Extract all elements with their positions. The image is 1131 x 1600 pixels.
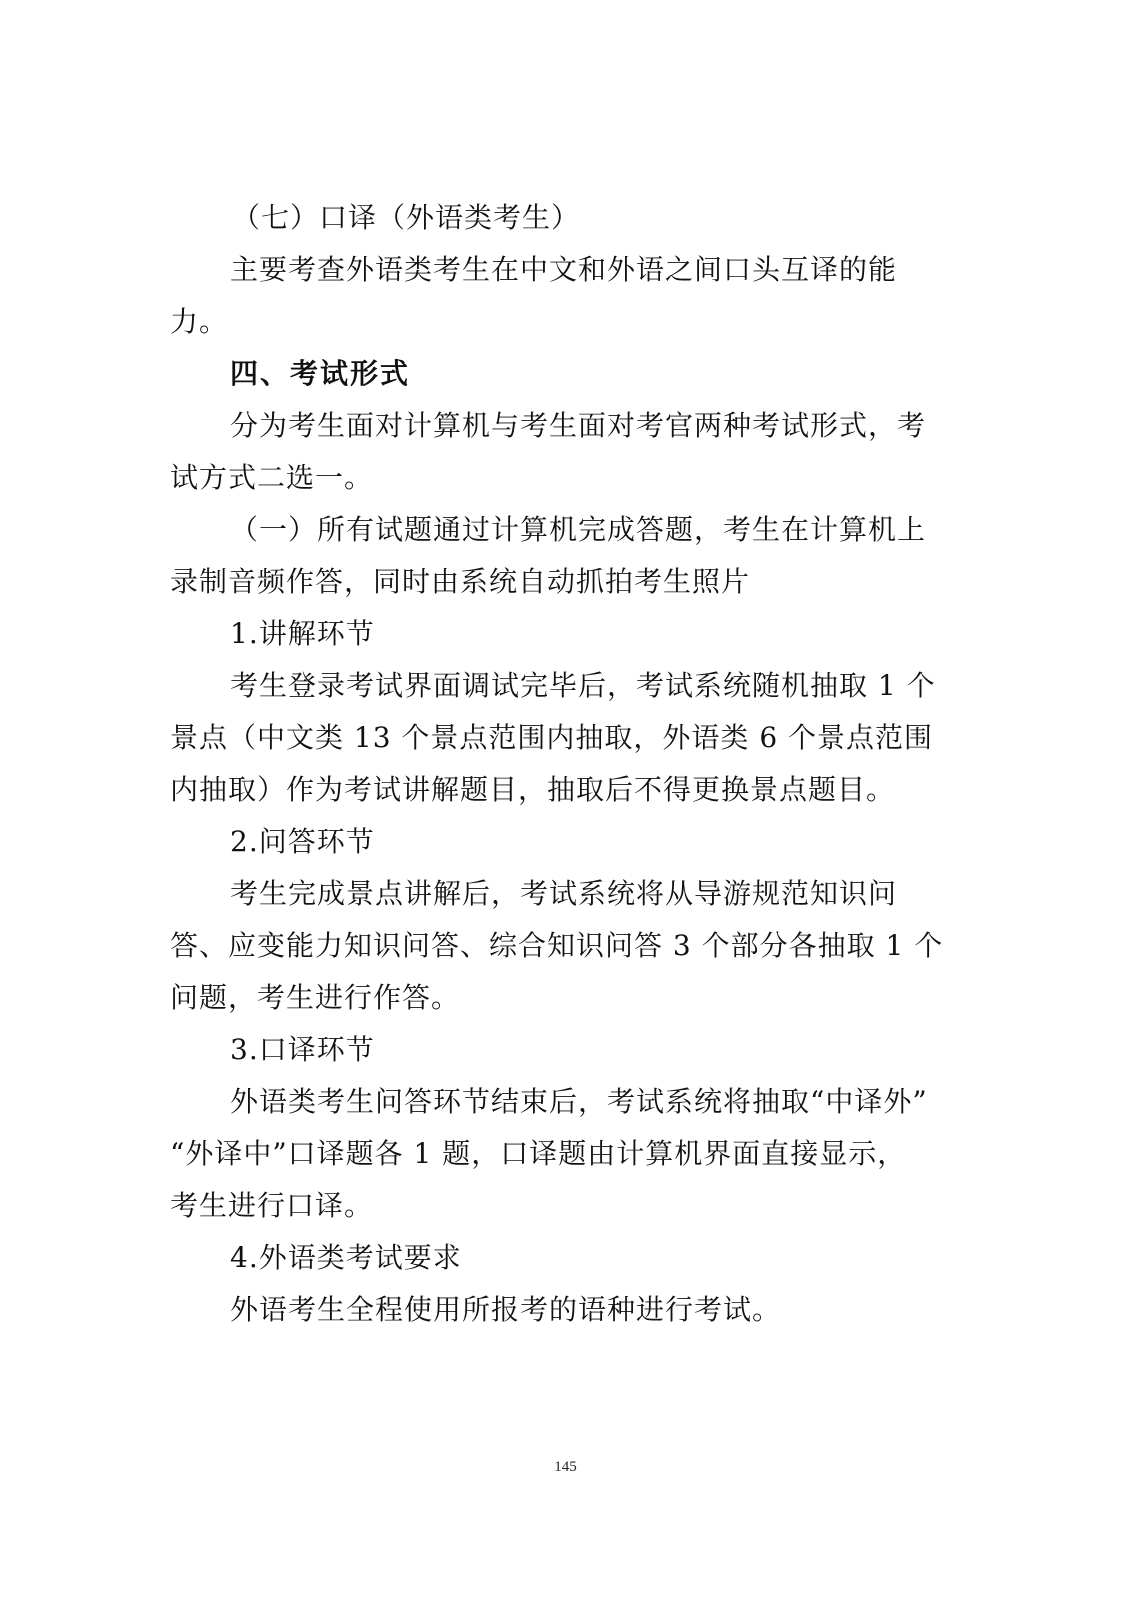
subsection-heading-interpretation: （七）口译（外语类考生） xyxy=(232,201,581,234)
page-number: 145 xyxy=(554,1459,577,1475)
item-heading-interpretation: 3.口译环节 xyxy=(230,1033,375,1066)
paragraph-line: 考生完成景点讲解后，考试系统将从导游规范知识问 xyxy=(230,877,898,910)
paragraph-line: 问题，考生进行作答。 xyxy=(170,981,461,1014)
paragraph-line: 考生进行口译。 xyxy=(170,1189,374,1222)
paragraph-line: 内抽取）作为考试讲解题目，抽取后不得更换景点题目。 xyxy=(170,773,896,806)
item-heading-explanation: 1.讲解环节 xyxy=(230,617,375,650)
paragraph-line: 外语类考生问答环节结束后，考试系统将抽取“中译外” xyxy=(230,1085,928,1118)
paragraph-line: 主要考查外语类考生在中文和外语之间口头互译的能 xyxy=(230,253,898,286)
paragraph-line: 景点（中文类 13 个景点范围内抽取，外语类 6 个景点范围 xyxy=(170,721,934,754)
section-heading-exam-format: 四、考试形式 xyxy=(230,357,411,390)
item-heading-foreign-language-requirements: 4.外语类考试要求 xyxy=(230,1241,462,1274)
paragraph-line: “外译中”口译题各 1 题，口译题由计算机界面直接显示， xyxy=(170,1137,907,1170)
paragraph-line: 外语考生全程使用所报考的语种进行考试。 xyxy=(230,1293,782,1326)
paragraph-line: 录制音频作答，同时由系统自动抓拍考生照片 xyxy=(170,565,751,598)
paragraph-line: 考生登录考试界面调试完毕后，考试系统随机抽取 1 个 xyxy=(230,669,936,702)
subsection-heading-computer-exam: （一）所有试题通过计算机完成答题，考生在计算机上 xyxy=(230,513,927,546)
paragraph-line: 答、应变能力知识问答、综合知识问答 3 个部分各抽取 1 个 xyxy=(170,929,944,962)
paragraph-line: 力。 xyxy=(170,305,229,338)
item-heading-qa: 2.问答环节 xyxy=(230,825,375,858)
paragraph-line: 试方式二选一。 xyxy=(170,461,374,494)
paragraph-line: 分为考生面对计算机与考生面对考官两种考试形式，考 xyxy=(230,409,927,442)
